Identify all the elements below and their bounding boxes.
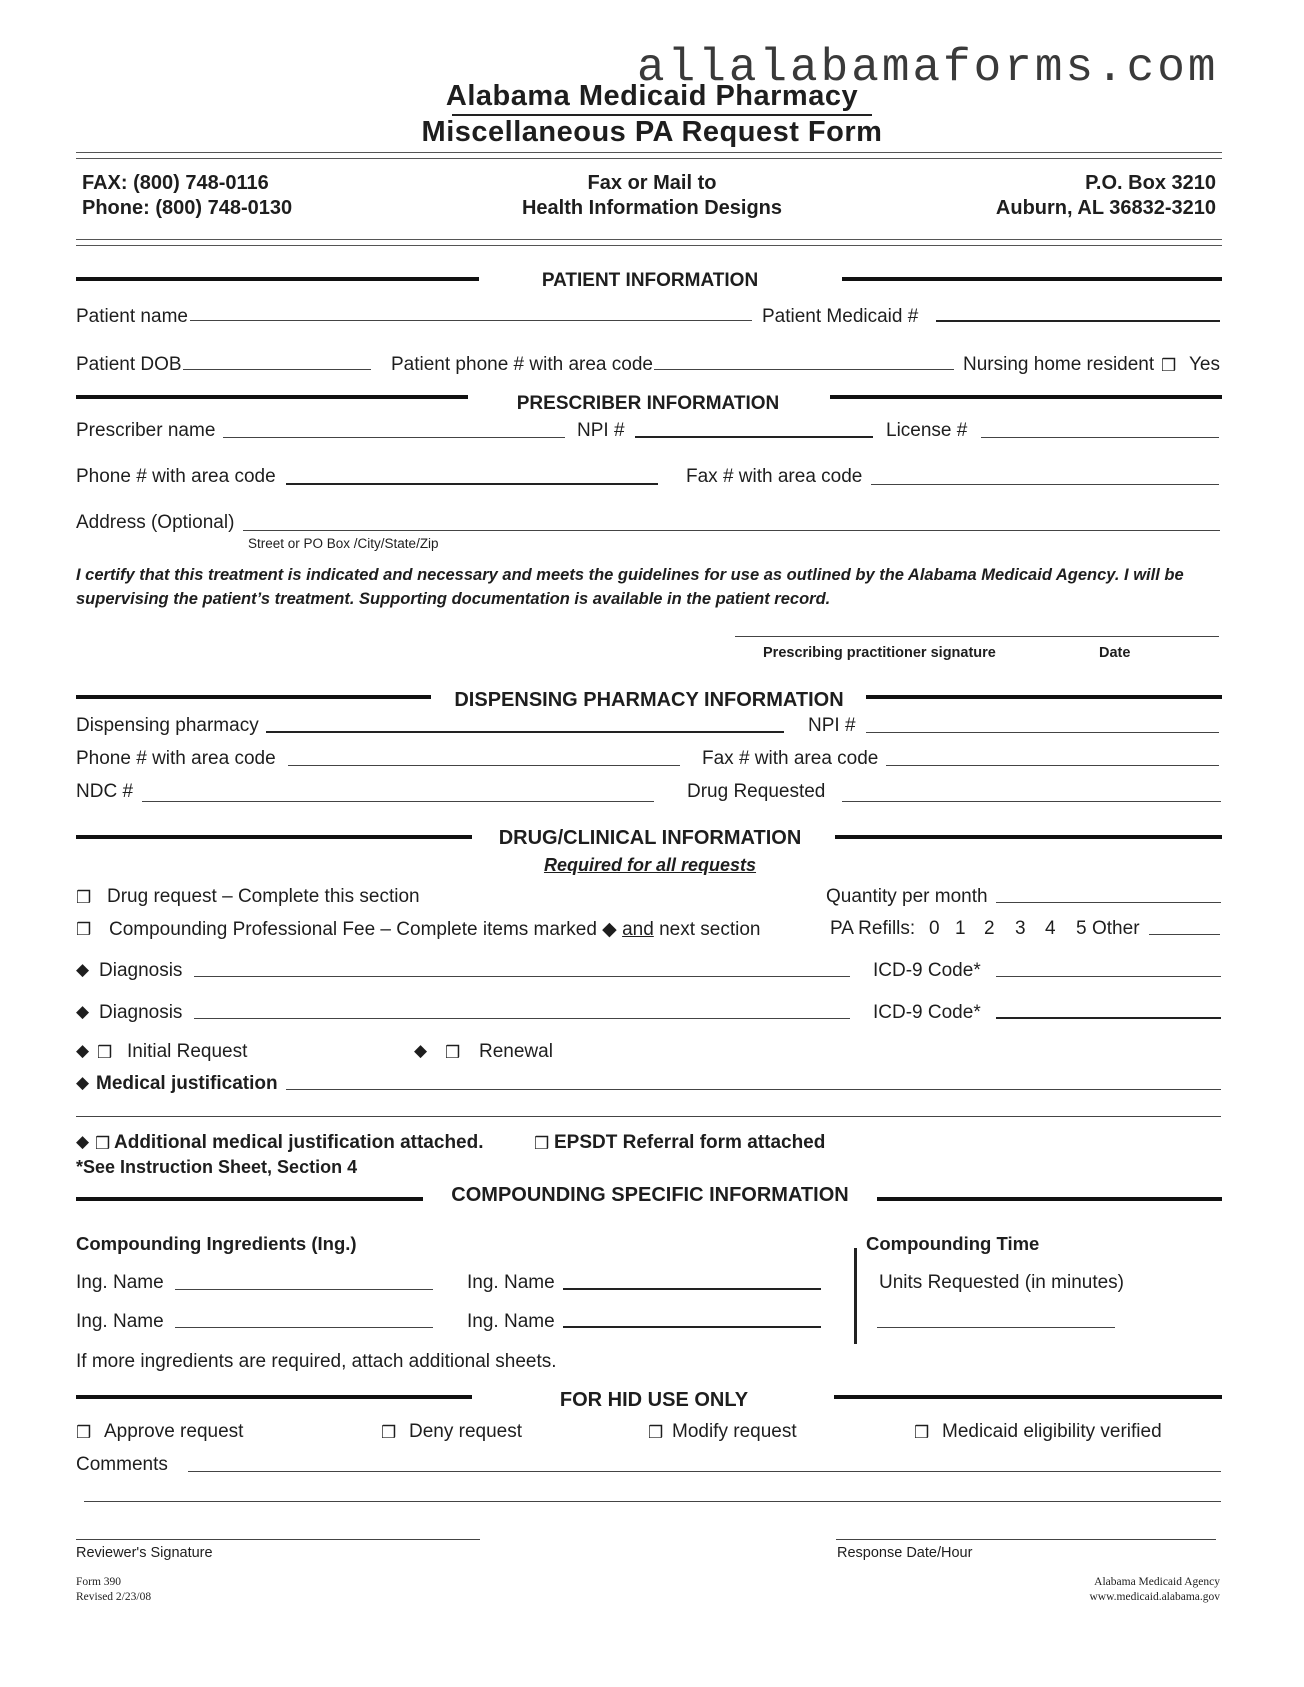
units-requested-label: Units Requested (in minutes) (879, 1272, 1124, 1293)
ing-name-field-4[interactable] (563, 1326, 821, 1328)
form-revised: Revised 2/23/08 (76, 1591, 152, 1603)
initial-request-checkbox[interactable]: ❒ (97, 1043, 113, 1062)
additional-justification-label: Additional medical justification attached. (114, 1132, 484, 1153)
deny-checkbox[interactable]: ❒ (381, 1423, 397, 1442)
dispensing-pharmacy-field[interactable] (266, 731, 784, 733)
po-box: P.O. Box 3210 (1085, 172, 1216, 194)
address-hint: Street or PO Box /City/State/Zip (248, 536, 439, 551)
response-date-label: Response Date/Hour (837, 1545, 973, 1561)
patient-dob-label: Patient DOB (76, 354, 182, 375)
icd-field-2[interactable] (996, 1017, 1221, 1019)
prescriber-npi-label: NPI # (577, 420, 625, 441)
refill-option-other: Other (1092, 918, 1140, 939)
ing-name-field-1[interactable] (175, 1289, 433, 1290)
drug-request-checkbox[interactable]: ❒ (76, 888, 92, 907)
form-title-line2: Miscellaneous PA Request Form (421, 116, 883, 148)
section-bar-left (76, 835, 472, 839)
epsdt-label: EPSDT Referral form attached (554, 1132, 826, 1153)
medical-justification-field[interactable] (286, 1089, 1221, 1090)
header-divider-top (76, 152, 1222, 159)
patient-medicaid-label: Patient Medicaid # (762, 306, 919, 327)
section-bar-left (76, 395, 468, 399)
pharmacy-npi-field[interactable] (866, 732, 1219, 733)
comments-field[interactable] (188, 1471, 1221, 1472)
refill-option-0[interactable]: 0 (929, 918, 940, 939)
compounding-fee-next: next section (659, 919, 761, 940)
medical-justification-label: Medical justification (96, 1073, 278, 1094)
pharmacy-fax-label: Fax # with area code (702, 748, 879, 769)
reviewer-signature-line[interactable] (76, 1539, 480, 1540)
quantity-label: Quantity per month (826, 886, 988, 907)
send-to-line2: Health Information Designs (521, 197, 783, 219)
signature-date-label: Date (1099, 645, 1131, 661)
diamond-icon: ◆ (76, 1041, 90, 1060)
drug-request-label: Drug request – Complete this section (107, 886, 420, 907)
hid-section-heading: FOR HID USE ONLY (559, 1389, 749, 1411)
send-to-line1: Fax or Mail to (587, 172, 717, 194)
compounding-fee-label (109, 918, 760, 941)
diagnosis-label-2: Diagnosis (99, 1002, 183, 1023)
compounding-section-heading: COMPOUNDING SPECIFIC INFORMATION (451, 1184, 849, 1206)
eligibility-label: Medicaid eligibility verified (942, 1421, 1162, 1442)
compounding-fee-checkbox[interactable]: ❒ (76, 920, 92, 939)
refill-option-3[interactable]: 3 (1015, 918, 1026, 939)
drug-requested-field[interactable] (842, 801, 1221, 802)
clinical-section-heading: DRUG/CLINICAL INFORMATION (498, 827, 802, 849)
icd-label-1: ICD-9 Code* (873, 960, 981, 981)
prescriber-phone-field[interactable] (286, 483, 658, 485)
diamond-icon: ◆ (414, 1041, 428, 1060)
patient-name-label: Patient name (76, 306, 188, 327)
ing-name-field-3[interactable] (175, 1327, 433, 1328)
header-divider-bottom (76, 239, 1222, 246)
pharmacy-section-heading: DISPENSING PHARMACY INFORMATION (454, 689, 844, 711)
watermark: allalabamaforms.com (637, 42, 1219, 94)
refill-option-2[interactable]: 2 (984, 918, 995, 939)
pharmacy-fax-field[interactable] (886, 765, 1219, 766)
ndc-field[interactable] (142, 801, 654, 802)
city-state-zip: Auburn, AL 36832-3210 (995, 197, 1216, 219)
section-bar-left (76, 1197, 423, 1201)
license-label: License # (886, 420, 968, 441)
patient-section-heading: PATIENT INFORMATION (541, 270, 759, 291)
compounding-divider (854, 1248, 857, 1344)
nursing-home-yes-label: Yes (1189, 354, 1220, 375)
patient-phone-label: Patient phone # with area code (391, 354, 653, 375)
refill-other-field[interactable] (1149, 934, 1220, 935)
license-field[interactable] (981, 437, 1219, 438)
diagnosis-label-1: Diagnosis (99, 960, 183, 981)
icd-field-1[interactable] (996, 976, 1221, 977)
prescriber-fax-field[interactable] (871, 484, 1219, 485)
prescriber-npi-field[interactable] (635, 436, 873, 438)
compounding-fee-text: Compounding Professional Fee – Complete items marked ◆ (109, 919, 617, 940)
section-bar-left (76, 277, 479, 281)
section-bar-right (835, 835, 1222, 839)
agency-name: Alabama Medicaid Agency (1094, 1576, 1220, 1588)
diagnosis-field-1[interactable] (194, 976, 850, 977)
patient-name-field[interactable] (190, 320, 752, 321)
address-field[interactable] (243, 530, 1220, 531)
dispensing-pharmacy-label: Dispensing pharmacy (76, 715, 259, 736)
ndc-label: NDC # (76, 781, 134, 802)
comments-field-2[interactable] (84, 1501, 1221, 1502)
prescriber-phone-label: Phone # with area code (76, 466, 276, 487)
refill-option-1[interactable]: 1 (955, 918, 966, 939)
approve-checkbox[interactable]: ❒ (76, 1423, 92, 1442)
agency-url: www.medicaid.alabama.gov (1089, 1591, 1220, 1603)
prescriber-signature-line[interactable] (735, 636, 1219, 637)
form-number: Form 390 (76, 1576, 122, 1588)
pa-refills-label: PA Refills: (830, 918, 916, 939)
patient-medicaid-field[interactable] (936, 320, 1220, 322)
units-requested-field[interactable] (877, 1327, 1115, 1328)
icd-label-2: ICD-9 Code* (873, 1002, 981, 1023)
diamond-icon: ◆ (76, 1073, 90, 1092)
section-bar-left (76, 695, 431, 699)
diamond-icon: ◆ (76, 960, 90, 979)
diamond-icon: ◆ (76, 1132, 90, 1151)
refill-option-5[interactable]: 5 (1076, 918, 1087, 939)
patient-dob-field[interactable] (183, 369, 371, 370)
signature-label: Prescribing practitioner signature (763, 645, 996, 661)
pharmacy-npi-label: NPI # (808, 715, 856, 736)
additional-justification-checkbox[interactable]: ❒ (95, 1134, 111, 1153)
address-label: Address (Optional) (76, 512, 235, 533)
pharmacy-phone-label: Phone # with area code (76, 748, 276, 769)
prescriber-name-field[interactable] (223, 437, 565, 438)
clinical-subheading: Required for all requests (543, 855, 757, 875)
ingredients-heading: Compounding Ingredients (Ing.) (76, 1233, 357, 1254)
prescriber-section-heading: PRESCRIBER INFORMATION (516, 393, 780, 414)
quantity-field[interactable] (996, 902, 1221, 903)
epsdt-checkbox[interactable]: ❒ (534, 1134, 550, 1153)
section-bar-right (830, 395, 1222, 399)
diamond-icon: ◆ (76, 1002, 90, 1021)
compounding-time-heading: Compounding Time (866, 1233, 1040, 1254)
form-title-line1: Alabama Medicaid Pharmacy (445, 80, 859, 112)
approve-label: Approve request (104, 1421, 244, 1442)
medical-justification-field-2[interactable] (76, 1116, 1221, 1117)
patient-phone-field[interactable] (654, 369, 954, 370)
diagnosis-field-2[interactable] (194, 1018, 850, 1019)
see-instruction-note: *See Instruction Sheet, Section 4 (76, 1157, 358, 1177)
renewal-label: Renewal (479, 1041, 553, 1062)
ing-name-label: Ing. Name (467, 1272, 555, 1293)
nursing-home-label: Nursing home resident (963, 354, 1155, 375)
prescriber-fax-label: Fax # with area code (686, 466, 863, 487)
section-bar-right (842, 277, 1222, 281)
eligibility-checkbox[interactable]: ❒ (914, 1423, 930, 1442)
initial-request-label: Initial Request (127, 1041, 248, 1062)
ing-name-label: Ing. Name (467, 1311, 555, 1332)
ing-name-field-2[interactable] (563, 1288, 821, 1290)
ing-name-label: Ing. Name (76, 1311, 164, 1332)
phone-number: Phone: (800) 748-0130 (82, 197, 293, 219)
compounding-fee-and: and (622, 919, 654, 940)
section-bar-left (76, 1395, 472, 1399)
comments-label: Comments (76, 1454, 168, 1475)
renewal-checkbox[interactable]: ❒ (445, 1043, 461, 1062)
certification-statement: I certify that this treatment is indicated and necessary and meets the guidelines for use as outlined by the Alabama Medicaid Agency. I will be supervising the patient’s treatment. Supporting documentation is available in the patient record. (76, 566, 1184, 608)
pharmacy-phone-field[interactable] (288, 765, 680, 766)
nursing-home-checkbox[interactable]: ❒ (1161, 356, 1177, 375)
fax-number: FAX: (800) 748-0116 (82, 172, 269, 194)
more-ingredients-note: If more ingredients are required, attach additional sheets. (76, 1351, 557, 1372)
drug-requested-label: Drug Requested (687, 781, 826, 802)
deny-label: Deny request (409, 1421, 523, 1442)
section-bar-right (866, 695, 1222, 699)
refill-option-4[interactable]: 4 (1045, 918, 1056, 939)
modify-checkbox[interactable]: ❒ (648, 1423, 664, 1442)
ing-name-label: Ing. Name (76, 1272, 164, 1293)
section-bar-right (877, 1197, 1222, 1201)
prescriber-name-label: Prescriber name (76, 420, 216, 441)
section-bar-right (834, 1395, 1222, 1399)
response-date-line[interactable] (836, 1539, 1216, 1540)
reviewer-signature-label: Reviewer's Signature (76, 1545, 213, 1561)
modify-label: Modify request (672, 1421, 797, 1442)
